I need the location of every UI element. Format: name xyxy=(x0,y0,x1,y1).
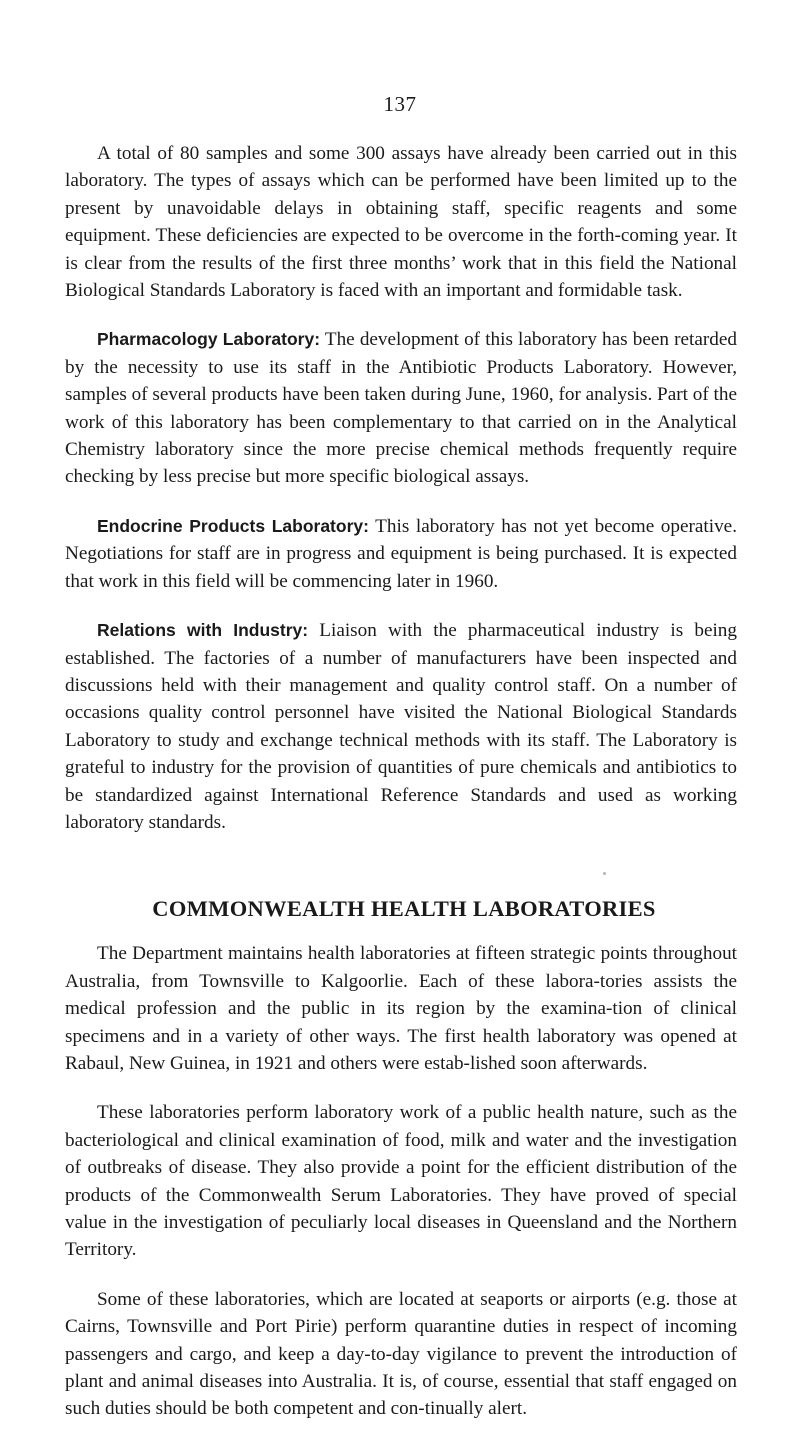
stray-dot xyxy=(603,872,606,875)
commonwealth-paragraph-3: Some of these laboratories, which are located at seaports or airports (e.g. those at Cairns, Townsville and Port Pirie) perform quarantine duties in respect of incoming passengers and cargo, and keep a day-to-day vigilance to prevent the introduction of plant and animal diseases into Australia. It is, of course, essential that staff engaged on such duties should be both competent and con-tinually alert. xyxy=(65,1288,737,1420)
page-body xyxy=(65,140,737,1445)
section-divider xyxy=(65,858,737,896)
industry-relations-paragraph xyxy=(65,617,737,836)
commonwealth-paragraph-1: The Department maintains health laboratories at fifteen strategic points throughout Australia, from Townsville to Kalgoorlie. Each of these labora-tories assists the medical profession and the public in its region by the examina-tion of clinical specimens and in a variety of other ways. The first health laboratory was opened at Rabaul, New Guinea, in 1921 and others were estab-lished soon afterwards. xyxy=(65,943,737,1074)
pharmacology-paragraph xyxy=(65,326,737,490)
commonwealth-paragraph-2: These laboratories perform laboratory work of a public health nature, such as the bacteriological and clinical examination of food, milk and water and the investigation of outbreaks of disease. They also provide a point for the efficient distribution of the products of the Commonwealth Serum Laboratories. They have proved of special value in the investigation of peculiarly local diseases in Queensland and the Northern Territory. xyxy=(65,1102,737,1261)
endocrine-text: This laboratory has not yet become operative. Negotiations for staff are in progress and equipment is being purchased. It is expected that work in this field will be commencing later in 1960. xyxy=(65,515,737,592)
endocrine-paragraph xyxy=(65,513,737,595)
intro-paragraph: A total of 80 samples and some 300 assays have already been carried out in this laboratory. The types of assays which can be performed have been limited up to the present by unavoidable delays in obtaining staff, specific reagents and some equipment. These deficiencies are expected to be overcome in the forth-coming year. It is clear from the results of the first three months’ work that in this field the National Biological Standards Laboratory is faced with an important and formidable task. xyxy=(65,143,737,302)
page-number: 137 xyxy=(383,92,417,116)
endocrine-heading: Endocrine Products Laboratory: xyxy=(97,515,369,536)
section-heading-commonwealth: COMMONWEALTH HEALTH LABORATORIES xyxy=(152,896,656,922)
industry-relations-heading: Relations with Industry: xyxy=(97,620,309,641)
pharmacology-heading: Pharmacology Laboratory: xyxy=(97,329,321,350)
industry-relations-text: Liaison with the pharmaceutical industry is being established. The factories of a number of manufacturers have been inspected and discussions held with their management and quality control staff. On a number of occasions quality control personnel have visited the National Biological Standards Laboratory to study and exchange technical methods with its staff. The Laboratory is grateful to industry for the provision of quantities of pure chemicals and antibiotics to be standardized against International Reference Standards and used as working laboratory standards. xyxy=(65,620,737,833)
pharmacology-text: The development of this laboratory has been retarded by the necessity to use its staff in the Antibiotic Products Laboratory. However, samples of several products have been taken during June, 1960, for analysis. Part of the work of this laboratory has been complementary to that carried on in the Analytical Chemistry laboratory since the more precise chemical methods frequently require checking by less precise but more specific biological assays. xyxy=(65,329,737,488)
